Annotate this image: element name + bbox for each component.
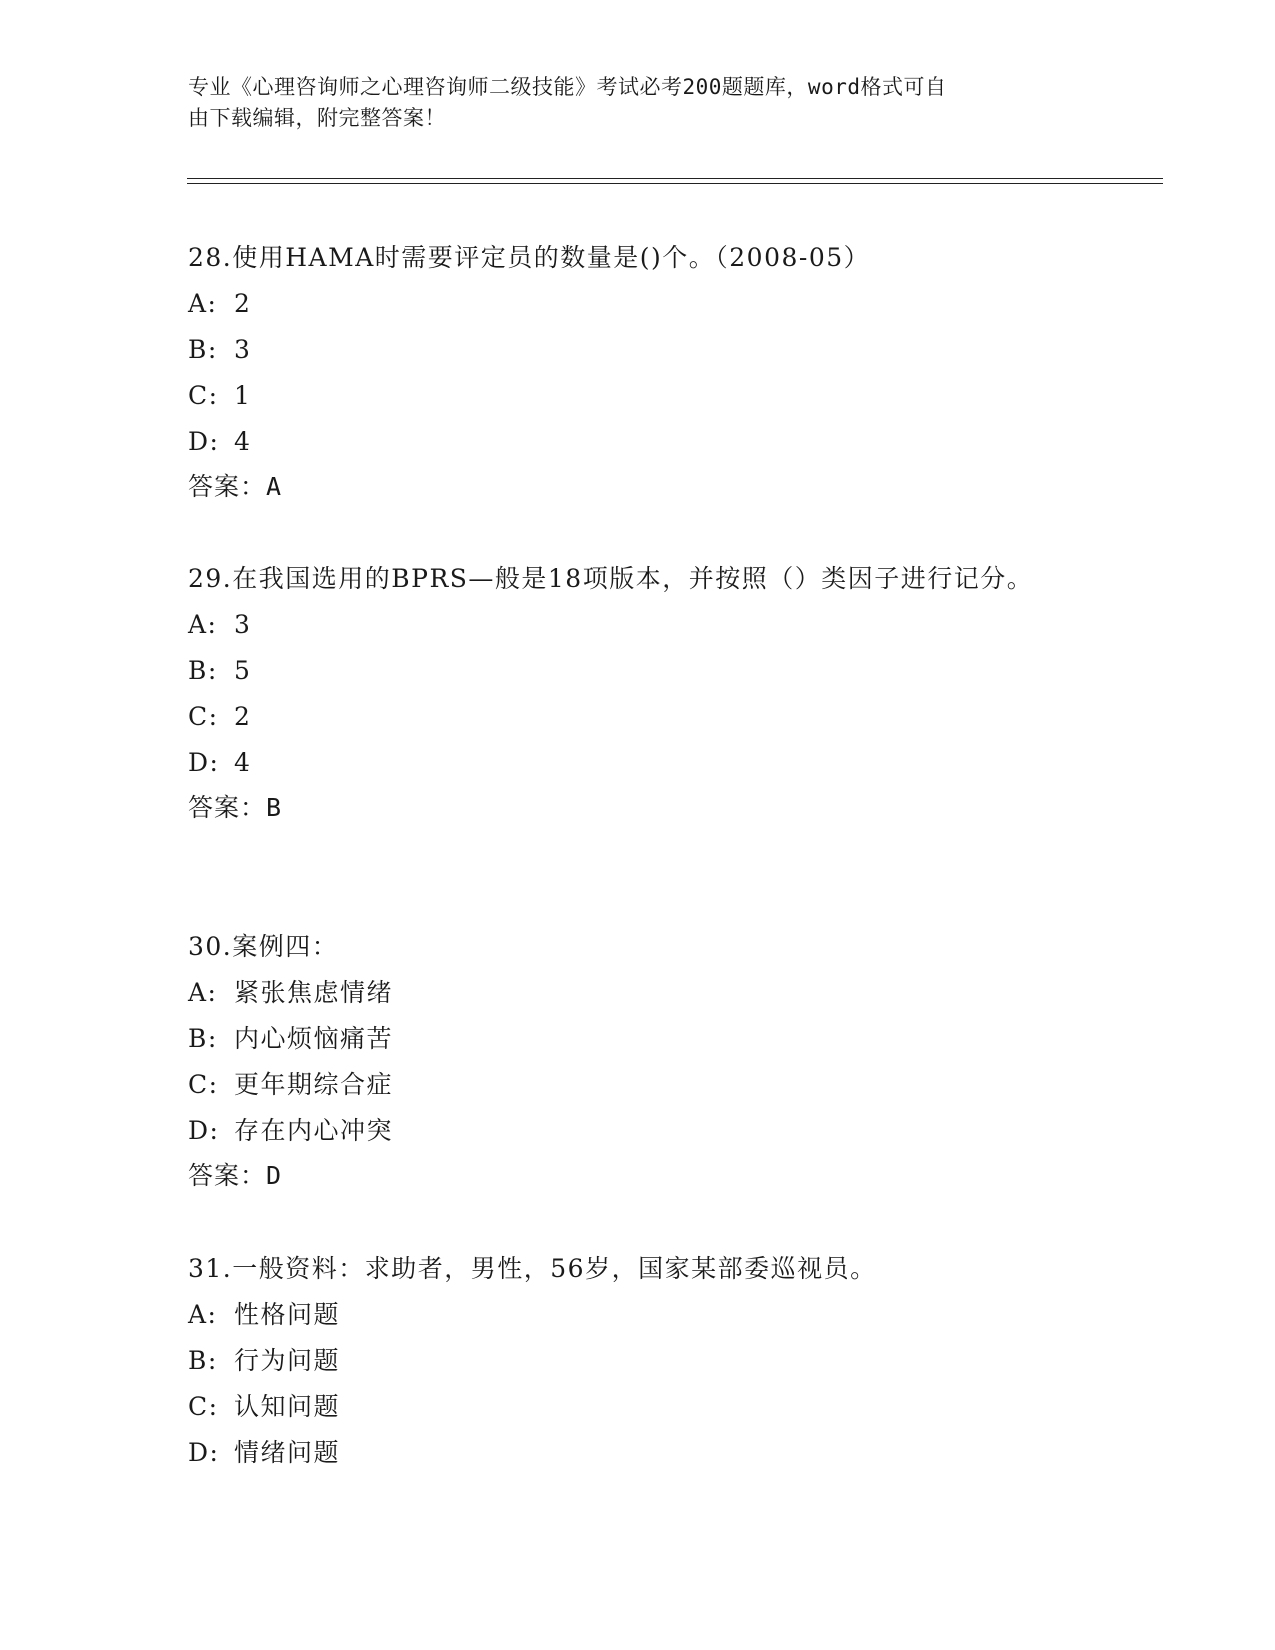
- option-text: 紧张焦虑情绪: [234, 978, 394, 1007]
- option-c: [188, 1384, 1088, 1430]
- option-text: 行为问题: [234, 1346, 341, 1375]
- option-b: [188, 327, 1088, 373]
- option-label: B:: [188, 335, 218, 364]
- option-c: [188, 373, 1088, 419]
- option-text: 2: [234, 289, 252, 318]
- option-text: 4: [234, 748, 252, 777]
- option-label: C:: [188, 381, 219, 410]
- header-divider-top: [187, 178, 1163, 179]
- option-text: 更年期综合症: [234, 1070, 394, 1099]
- question-29: [188, 556, 1088, 830]
- option-text: 5: [234, 656, 252, 685]
- question-stem: 29.在我国选用的BPRS—般是18项版本，并按照（）类因子进行记分。: [188, 564, 1034, 593]
- option-text: 2: [234, 702, 252, 731]
- option-a: [188, 281, 1088, 327]
- option-d: [188, 419, 1088, 465]
- option-text: 认知问题: [234, 1392, 341, 1421]
- question-stem: 30.案例四：: [188, 932, 339, 961]
- option-b: [188, 648, 1088, 694]
- option-a: [188, 1292, 1088, 1338]
- document-header: [188, 72, 1088, 134]
- option-text: 3: [234, 335, 252, 364]
- option-label: A:: [188, 289, 218, 318]
- answer-line: 答案：A: [188, 472, 283, 501]
- option-text: 内心烦恼痛苦: [234, 1024, 394, 1053]
- header-line-2: 由下载编辑，附完整答案！: [188, 106, 446, 130]
- option-d: [188, 1108, 1088, 1154]
- option-b: [188, 1016, 1088, 1062]
- header-divider-bottom: [187, 183, 1163, 184]
- option-label: B:: [188, 1024, 218, 1053]
- option-d: [188, 1430, 1088, 1476]
- option-label: C:: [188, 702, 219, 731]
- option-label: C:: [188, 1070, 219, 1099]
- option-label: D:: [188, 427, 220, 456]
- option-label: D:: [188, 1116, 220, 1145]
- option-label: D:: [188, 1438, 220, 1467]
- option-label: A:: [188, 610, 218, 639]
- question-stem: 31.一般资料：求助者，男性，56岁，国家某部委巡视员。: [188, 1254, 877, 1283]
- question-stem: 28.使用HAMA时需要评定员的数量是()个。（2008-05）: [188, 243, 871, 272]
- question-28: [188, 235, 1088, 509]
- option-text: 1: [234, 381, 252, 410]
- answer-line: 答案：D: [188, 1161, 283, 1190]
- option-label: B:: [188, 1346, 218, 1375]
- option-text: 存在内心冲突: [234, 1116, 394, 1145]
- option-label: A:: [188, 978, 218, 1007]
- option-d: [188, 740, 1088, 786]
- option-c: [188, 1062, 1088, 1108]
- header-line-1: 专业《心理咨询师之心理咨询师二级技能》考试必考200题题库，word格式可自: [188, 75, 947, 99]
- option-label: C:: [188, 1392, 219, 1421]
- question-31: [188, 1246, 1088, 1476]
- option-label: B:: [188, 656, 218, 685]
- option-text: 3: [234, 610, 252, 639]
- option-label: D:: [188, 748, 220, 777]
- answer-line: 答案：B: [188, 793, 283, 822]
- question-30: [188, 924, 1088, 1198]
- option-text: 4: [234, 427, 252, 456]
- option-a: [188, 970, 1088, 1016]
- option-c: [188, 694, 1088, 740]
- option-label: A:: [188, 1300, 218, 1329]
- option-text: 性格问题: [234, 1300, 341, 1329]
- option-text: 情绪问题: [234, 1438, 341, 1467]
- option-b: [188, 1338, 1088, 1384]
- option-a: [188, 602, 1088, 648]
